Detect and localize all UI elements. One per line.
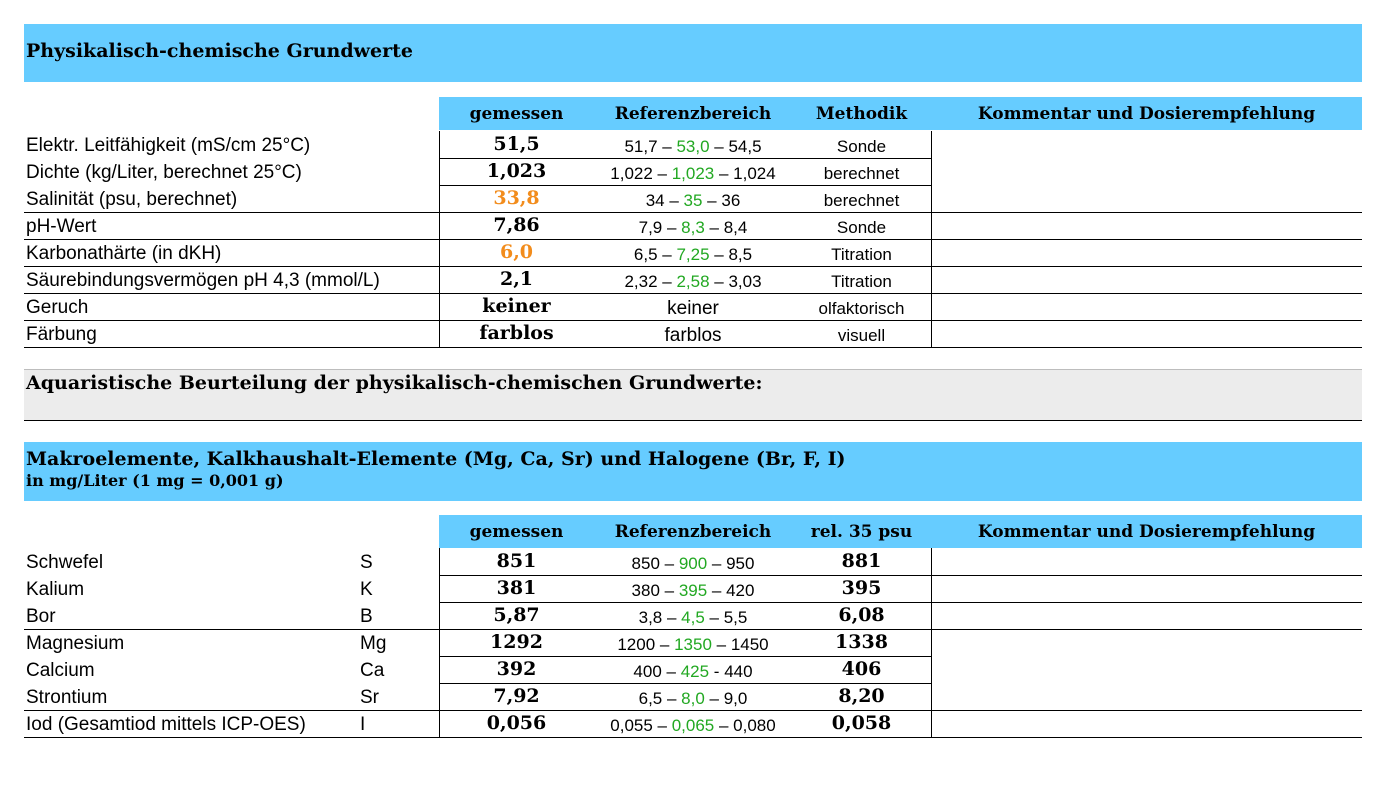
- reference-high: 8,4: [723, 218, 748, 237]
- reference-range: [594, 245, 792, 265]
- reference-text: keiner: [667, 298, 719, 319]
- header2-comment: Kommentar und Dosierempfehlung: [931, 515, 1362, 548]
- range-separator: –: [704, 218, 724, 237]
- measured-value: 851: [496, 550, 537, 572]
- reference-range: [594, 716, 792, 736]
- element-symbol: Sr: [360, 687, 379, 708]
- range-separator: –: [709, 137, 729, 156]
- range-separator: –: [664, 191, 684, 210]
- reference-target: 900: [678, 554, 708, 573]
- reference-range: [594, 662, 792, 682]
- measured-value: 1,023: [486, 160, 547, 182]
- reference-low: 850: [631, 554, 660, 573]
- relative-value: 881: [841, 550, 882, 572]
- row-divider: [439, 656, 931, 657]
- element-symbol: S: [360, 552, 373, 573]
- method-value: Sonde: [836, 218, 887, 237]
- measured-value: 0,056: [486, 712, 547, 734]
- section2-title-band: [24, 442, 1362, 501]
- range-separator: –: [657, 245, 677, 264]
- range-separator: –: [704, 608, 724, 627]
- range-separator: –: [662, 218, 682, 237]
- relative-value: 406: [841, 658, 882, 680]
- row-divider: [439, 185, 931, 186]
- reference-target: 4,5: [681, 608, 705, 627]
- reference-target: 35: [683, 191, 703, 210]
- reference-range: [594, 137, 792, 157]
- assessment-box: [24, 369, 1362, 421]
- reference-high: 440: [724, 662, 753, 681]
- reference-high: 5,5: [723, 608, 748, 627]
- reference-low: 3,8: [638, 608, 663, 627]
- row-label: Elektr. Leitfähigkeit (mS/cm 25°C): [26, 135, 311, 156]
- reference-range: [594, 298, 792, 320]
- row-divider: [24, 212, 1362, 213]
- header2-relative: rel. 35 psu: [792, 515, 931, 548]
- method-value: Titration: [831, 272, 892, 291]
- range-separator: –: [711, 635, 731, 654]
- element-symbol: K: [360, 579, 373, 600]
- range-separator: –: [707, 554, 727, 573]
- reference-high: 950: [726, 554, 755, 573]
- header-method: Methodik: [792, 97, 931, 130]
- reference-low: 400: [633, 662, 662, 681]
- reference-target: 1,023: [671, 164, 715, 183]
- range-separator: -: [709, 662, 725, 681]
- reference-range: [594, 325, 792, 347]
- reference-range: [594, 581, 792, 601]
- measured-value: 5,87: [493, 604, 540, 626]
- reference-low: 1200: [617, 635, 656, 654]
- relative-value: 6,08: [838, 604, 885, 626]
- header-measured: gemessen: [439, 97, 594, 130]
- reference-target: 1350: [674, 635, 712, 654]
- header-comment: Kommentar und Dosierempfehlung: [931, 97, 1362, 130]
- reference-high: 1450: [730, 635, 769, 654]
- reference-range: [594, 554, 792, 574]
- reference-range: [594, 608, 792, 628]
- row-divider: [24, 266, 1362, 267]
- assessment-title: Aquaristische Beurteilung der physikalisch-chemischen Grundwerte:: [26, 372, 763, 394]
- method-value: Titration: [831, 245, 892, 264]
- reference-low: 34: [645, 191, 665, 210]
- element-name: Bor: [26, 606, 56, 627]
- reference-range: [594, 635, 792, 655]
- header2-measured: gemessen: [439, 515, 594, 548]
- row-label: Färbung: [26, 324, 97, 345]
- column-divider: [931, 548, 932, 737]
- reference-target: 8,0: [681, 689, 705, 708]
- method-value: visuell: [837, 326, 886, 345]
- measured-value: 392: [496, 658, 537, 680]
- reference-range: [594, 689, 792, 709]
- measured-value: keiner: [482, 295, 551, 317]
- column-divider: [439, 131, 440, 347]
- row-divider: [24, 629, 1362, 630]
- element-symbol: Mg: [360, 633, 387, 654]
- method-value: olfaktorisch: [818, 299, 905, 318]
- relative-value: 0,058: [831, 712, 892, 734]
- reference-target: 0,065: [671, 716, 715, 735]
- row-divider: [439, 158, 931, 159]
- reference-low: 1,022: [610, 164, 653, 183]
- reference-target: 7,25: [676, 245, 710, 264]
- element-name: Kalium: [26, 579, 85, 600]
- measured-value: 1292: [490, 631, 543, 653]
- range-separator: –: [704, 689, 724, 708]
- range-separator: –: [659, 581, 679, 600]
- reference-low: 6,5: [633, 245, 658, 264]
- element-name: Strontium: [26, 687, 108, 708]
- section1-title-band: [24, 24, 1362, 82]
- reference-text: farblos: [664, 325, 722, 346]
- method-value: berechnet: [823, 164, 900, 183]
- element-name: Schwefel: [26, 552, 104, 573]
- measured-value: 51,5: [493, 133, 540, 155]
- reference-target: 53,0: [676, 137, 710, 156]
- measured-value: 6,0: [499, 241, 534, 263]
- reference-high: 8,5: [728, 245, 753, 264]
- reference-low: 2,32: [624, 272, 658, 291]
- range-separator: –: [714, 164, 734, 183]
- range-separator: –: [652, 164, 672, 183]
- reference-target: 425: [680, 662, 710, 681]
- reference-low: 0,055: [610, 716, 653, 735]
- range-separator: –: [661, 662, 681, 681]
- reference-low: 6,5: [638, 689, 663, 708]
- range-separator: –: [702, 191, 722, 210]
- column-divider: [439, 548, 440, 737]
- row-divider: [24, 293, 1362, 294]
- row-divider: [439, 602, 1362, 603]
- relative-value: 8,20: [838, 685, 885, 707]
- row-divider: [439, 683, 931, 684]
- reference-range: [594, 164, 792, 184]
- reference-high: 54,5: [728, 137, 762, 156]
- row-divider: [24, 320, 1362, 321]
- element-symbol: B: [360, 606, 373, 627]
- reference-high: 0,080: [733, 716, 776, 735]
- section2-title: Makroelemente, Kalkhaushalt-Elemente (Mg, Ca, Sr) und Halogene (Br, F, I): [26, 448, 846, 470]
- reference-high: 36: [721, 191, 741, 210]
- column-divider: [931, 131, 932, 347]
- range-separator: –: [657, 272, 677, 291]
- reference-low: 380: [631, 581, 660, 600]
- reference-high: 3,03: [728, 272, 762, 291]
- method-value: berechnet: [823, 191, 900, 210]
- header-reference: Referenzbereich: [594, 97, 792, 130]
- relative-value: 1338: [835, 631, 888, 653]
- range-separator: –: [659, 554, 679, 573]
- reference-high: 420: [726, 581, 755, 600]
- row-label: Karbonathärte (in dKH): [26, 243, 222, 264]
- row-divider: [24, 347, 1362, 348]
- reference-high: 9,0: [723, 689, 748, 708]
- row-divider: [439, 575, 1362, 576]
- row-divider: [24, 239, 1362, 240]
- reference-range: [594, 272, 792, 292]
- reference-range: [594, 191, 792, 211]
- section1-title: Physikalisch-chemische Grundwerte: [26, 40, 413, 62]
- reference-low: 51,7: [624, 137, 658, 156]
- element-symbol: Ca: [360, 660, 385, 681]
- measured-value: 7,86: [493, 214, 540, 236]
- measured-value: farblos: [479, 322, 554, 344]
- row-label: Salinität (psu, berechnet): [26, 189, 238, 210]
- section2-subtitle: in mg/Liter (1 mg = 0,001 g): [26, 471, 284, 490]
- element-name: Magnesium: [26, 633, 125, 654]
- element-name: Calcium: [26, 660, 95, 681]
- reference-high: 1,024: [733, 164, 776, 183]
- reference-range: [594, 218, 792, 238]
- row-label: Geruch: [26, 297, 89, 318]
- header2-reference: Referenzbereich: [594, 515, 792, 548]
- element-name: Iod (Gesamtiod mittels ICP-OES): [26, 714, 306, 735]
- range-separator: –: [709, 272, 729, 291]
- reference-target: 8,3: [681, 218, 705, 237]
- range-separator: –: [714, 716, 734, 735]
- method-value: Sonde: [836, 137, 887, 156]
- element-symbol: I: [360, 714, 366, 735]
- reference-low: 7,9: [638, 218, 663, 237]
- measured-value: 2,1: [499, 268, 534, 290]
- row-label: Dichte (kg/Liter, berechnet 25°C): [26, 162, 302, 183]
- measured-value: 33,8: [493, 187, 540, 209]
- reference-target: 2,58: [676, 272, 710, 291]
- measured-value: 7,92: [493, 685, 540, 707]
- reference-target: 395: [678, 581, 708, 600]
- range-separator: –: [652, 716, 672, 735]
- relative-value: 395: [841, 577, 882, 599]
- range-separator: –: [662, 608, 682, 627]
- range-separator: –: [657, 137, 677, 156]
- row-label: Säurebindungsvermögen pH 4,3 (mmol/L): [26, 270, 380, 291]
- row-divider: [24, 710, 1362, 711]
- range-separator: –: [655, 635, 675, 654]
- row-label: pH-Wert: [26, 216, 97, 237]
- measured-value: 381: [496, 577, 537, 599]
- range-separator: –: [662, 689, 682, 708]
- range-separator: –: [707, 581, 727, 600]
- row-divider: [24, 737, 1362, 738]
- range-separator: –: [709, 245, 729, 264]
